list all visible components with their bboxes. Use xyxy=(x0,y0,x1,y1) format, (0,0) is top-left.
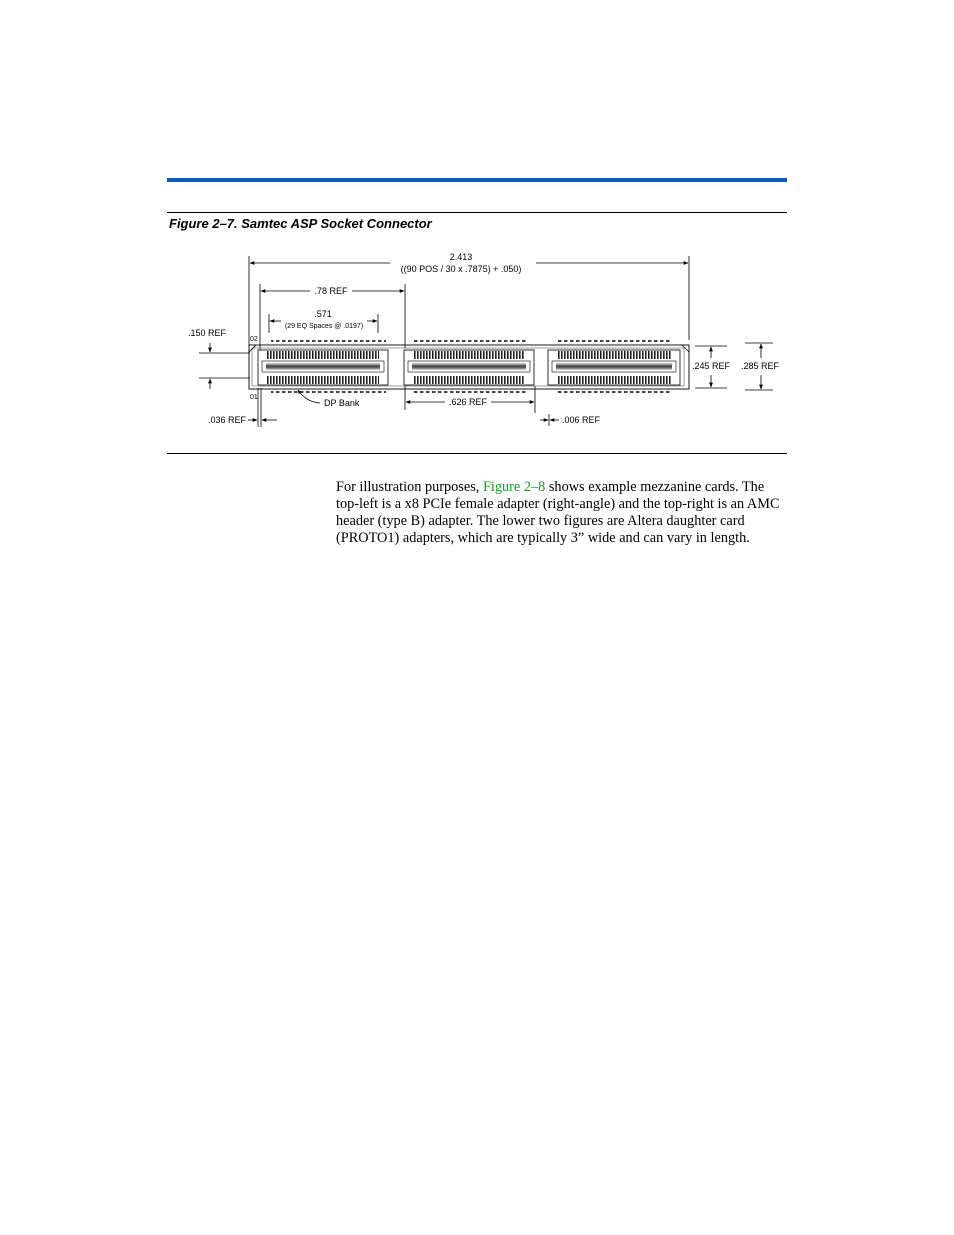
bank-3 xyxy=(548,350,680,385)
svg-text:.245 REF: .245 REF xyxy=(691,361,731,371)
pin-02-label: 02 xyxy=(250,336,258,343)
connector-drawing xyxy=(0,0,954,470)
dim-overall xyxy=(249,252,689,345)
bank-2 xyxy=(404,350,534,385)
svg-text:.78 REF: .78 REF xyxy=(314,286,348,296)
dim-150-ref xyxy=(188,328,250,389)
dim-285-ref xyxy=(741,343,780,390)
pin-01-label: 01 xyxy=(250,394,258,401)
figure-2-8-link[interactable]: Figure 2–8 xyxy=(482,479,546,495)
dim-036-ref xyxy=(208,388,277,427)
svg-text:DP Bank: DP Bank xyxy=(324,398,360,408)
dim-overall-formula: ((90 POS / 30 x .7875) + .050) xyxy=(400,264,522,274)
svg-text:.626 REF: .626 REF xyxy=(448,397,488,407)
svg-text:.150 REF: .150 REF xyxy=(187,328,227,338)
bank-1 xyxy=(258,350,388,385)
connector-body xyxy=(249,336,689,401)
dim-overall-value: 2.413 xyxy=(449,252,473,262)
body-paragraph xyxy=(336,479,788,547)
para-prefix: For illustration purposes, xyxy=(336,479,483,495)
figure-bottom-rule xyxy=(167,453,787,454)
svg-text:.036 REF: .036 REF xyxy=(207,415,247,425)
dim-571 xyxy=(269,309,378,333)
figure-caption: Figure 2–7. Samtec ASP Socket Connector xyxy=(169,216,432,231)
svg-text:.571: .571 xyxy=(314,309,332,319)
dim-626-ref xyxy=(405,386,535,413)
dim-245-ref xyxy=(692,346,731,388)
svg-text:.006 REF: .006 REF xyxy=(562,415,601,425)
svg-text:(29 EQ Spaces @ .0197): (29 EQ Spaces @ .0197) xyxy=(284,323,364,330)
dim-006-ref xyxy=(540,414,601,426)
svg-text:.285 REF: .285 REF xyxy=(740,361,780,371)
para-suffix: shows example mezzanine cards. The top-left is a x8 PCIe female adapter (right-angle) and the top-right is an AMC header (type B) adapter. The lower two figures are Altera daughter card (PROTO1) adapters, which are typically 3” wide and can vary in length. xyxy=(336,479,780,546)
